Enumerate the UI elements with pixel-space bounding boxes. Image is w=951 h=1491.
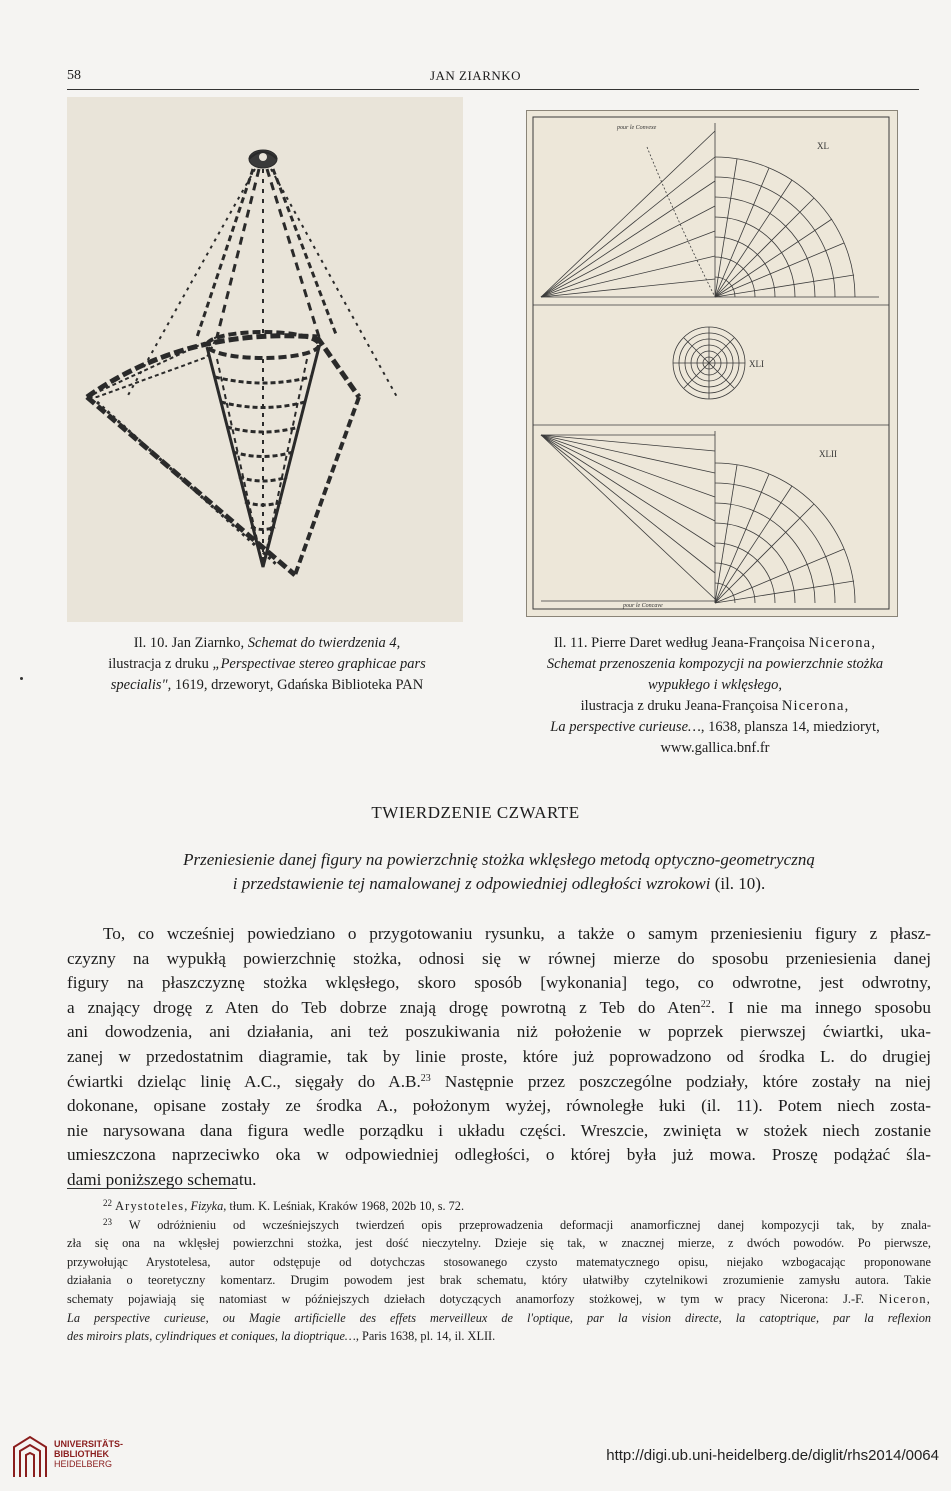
footnote-23: $^{23}$ W odróżnieniu od wcześniejszych twierdzeń opis przeprowadzenia deformacji anamorficznej danej kompozycji tak, by znala- zła się ona na wklęsłej powierzchni stożka, jest dość nieczytelny. Dzieje się tak, w znacznej mierze, z dwóch powodów. Po pierwsze, przywołując Arystotelesa, autor odstępuje od dotychczas stosowanego czysto matematycznego opisu, niejako wzbogacając proponowane działania o teoretyczny komentarz. Drugim powodem jest brak schematu, który ułatwiłby czytelnikowi zrozumienie zamysłu autora. Takie schematy pojawiają się natomiast w późniejszych dziełach dotyczących anamorfozy stożkowej, w tym w pracy Nicerona: J.-F. Niceron, La perspective curieuse, ou Magie artificielle des effets merveilleux de l'optique, par la vision directe, la catoptrique, par la reflexion des miroirs plats, cylindriques et coniques, la dioptrique…, Paris 1638, pl. 14, il. XLII. (67, 1216, 931, 1344)
label-xlii: XLII (819, 449, 837, 459)
footnotes (67, 1197, 931, 1346)
figure-11-engraving (526, 110, 898, 617)
note-convexe: pour le Convexe (617, 125, 657, 131)
note-concave: pour le Concave (623, 603, 663, 609)
footnote-rule (67, 1188, 237, 1189)
library-name: UNIVERSITÄTS- BIBLIOTHEK HEIDELBERG (54, 1439, 124, 1469)
label-xl: XL (817, 141, 829, 151)
gallica-url: www.gallica.bnf.fr (660, 740, 770, 756)
body-paragraph: To, co wcześniej powiedziano o przygotowaniu rysunku, a także o samym przeniesieniu figury z płasz- czyzny na wypukłą powierzchnię stożka, odnosi się w równej mierze do sposobu przeniesienia danej figury na płaszczyznę stożka wklęsłego, skoro sposób [wykonania] tego, co odwrotne, jest odwrotny, a znający drogę z Aten do Teb dobrze znają drogę powrotną z Teb do Aten$^{22}$. I nie ma innego sposobu ani dowodzenia, ani działania, ani też poszukiwania niż położenie w poprzek pierwszej ćwiartki, uka- zanej w przedostatnim diagramie, tak by linie proste, które już poprowadzono od środka L. do drugiej ćwiartki dzieląc linię A.C., sięgały do A.B.$^{23}$ Następnie przez poszczególne podziały, które zostały na niej dokonane, opisane zostały ze środka A., położonym wyżej, równoległe łuki (il. 11). Potem niech zosta- nie narysowana dana figura wedle porządku i układu części. Wreszcie, zwinięta w stożek niech zostanie umieszczona naprzeciwko oka w odpowiedniej odległości, o której była już mowa. Proszę podążać śla- dami poniższego schematu. (67, 924, 931, 1189)
source-url-link[interactable]: http://digi.ub.uni-heidelberg.de/diglit/rhs2014/0064 (606, 1447, 939, 1464)
label-xli: XLI (749, 359, 764, 369)
figure-10-caption: Il. 10. Jan Ziarnko, Schemat do twierdzenia 4, ilustracja z druku „Perspectivae stereo graphicae pars specialis", 1619, drzeworyt, Gdańska Biblioteka PAN (108, 635, 426, 693)
header-rule (67, 89, 919, 90)
cone-diagram (67, 97, 463, 622)
section-title: TWIERDZENIE CZWARTE (371, 803, 580, 822)
university-library-logo-icon (10, 1433, 50, 1481)
margin-dot (20, 677, 23, 680)
section-subtitle: Przeniesienie danej figury na powierzchnię stożka wklęsłego metodą optyczno-geometryczną i przedstawienie tej namalowanej z odpowiedniej odległości wzrokowi (il. 10). (183, 850, 815, 893)
plate-diagram (527, 111, 897, 616)
figure-10-woodcut (67, 97, 463, 622)
running-head: JAN ZIARNKO (429, 68, 522, 83)
page-number: 58 (67, 68, 81, 83)
figure-11-caption: Il. 11. Pierre Daret według Jeana-Françoisa Nicerona, Schemat przenoszenia kompozycji na powierzchnie stożka wypukłego i wklęsłego, ilustracja z druku Jeana-Françoisa Nicerona, La perspective curieuse…, 1638, plansza 14, miedzioryt, www.gallica.bnf.fr (500, 633, 930, 759)
footnote-22: $^{22}$ Arystoteles, Fizyka, tłum. K. Leśniak, Kraków 1968, 202b 10, s. 72. (103, 1198, 465, 1213)
